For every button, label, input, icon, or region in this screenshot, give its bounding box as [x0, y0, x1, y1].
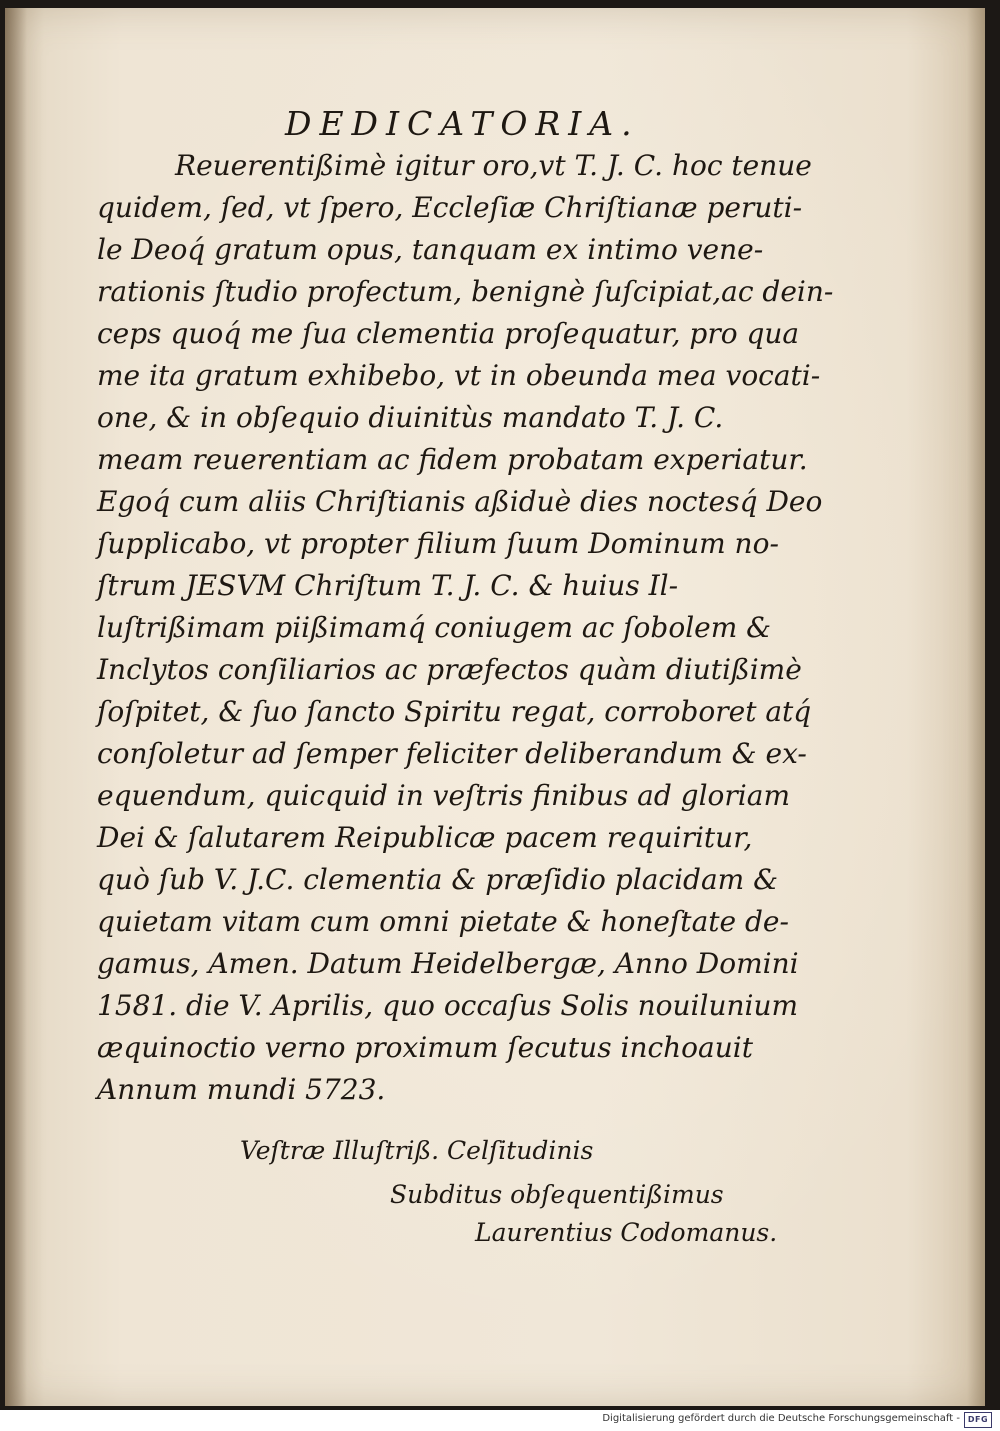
- body-line: Reuerentißimè igitur oro,vt T. J. C. hoc tenue: [175, 149, 812, 182]
- author-name: Laurentius Codomanus.: [475, 1218, 778, 1247]
- body-line: ceps quoq́ me ſua clementia proſequatur, pro qua: [97, 317, 800, 350]
- body-line: Egoq́ cum aliis Chriſtianis aßiduè dies noctesq́ Deo: [97, 485, 823, 518]
- body-line: ſtrum JESVM Chriſtum T. J. C. & huius Il-: [97, 569, 679, 602]
- body-line: le Deoq́ gratum opus, tanquam ex intimo vene-: [97, 233, 764, 266]
- body-line: quidem, ſed, vt ſpero, Eccleſiæ Chriſtianæ peruti-: [97, 191, 803, 224]
- body-line: luſtrißimam piißimamq́ coniugem ac ſobolem &: [97, 611, 772, 644]
- dfg-logo-icon[interactable]: DFG: [964, 1412, 992, 1428]
- book-page: [5, 8, 985, 1406]
- body-line: ſupplicabo, vt propter filium ſuum Dominum no-: [97, 527, 779, 560]
- body-line: rationis ſtudio profectum, benignè ſuſcipiat,ac dein-: [97, 275, 834, 308]
- body-line: Annum mundi 5723.: [97, 1073, 386, 1106]
- body-line: æquinoctio verno proximum ſecutus inchoauit: [97, 1031, 753, 1064]
- page-spine-shadow: [5, 8, 27, 1406]
- body-line: equendum, quicquid in veſtris finibus ad gloriam: [97, 779, 790, 812]
- closing-line: Subditus obſequentißimus: [390, 1180, 724, 1209]
- body-line: ſoſpitet, & ſuo ſancto Spiritu regat, corroboret atq́: [97, 695, 812, 728]
- running-title: DEDICATORIA.: [285, 104, 640, 143]
- body-line: 1581. die V. Aprilis, quo occaſus Solis nouilunium: [97, 989, 799, 1022]
- funding-credit: Digitalisierung gefördert durch die Deutsche Forschungsgemeinschaft -: [602, 1413, 960, 1424]
- body-line: one, & in obſequio diuinitùs mandato T. J. C.: [97, 401, 724, 434]
- closing-line: Veſtræ Illuſtriß. Celſitudinis: [240, 1136, 594, 1165]
- body-line: quò ſub V. J.C. clementia & præſidio placidam &: [97, 863, 779, 896]
- footer-bar: [0, 1410, 1000, 1431]
- body-line: gamus, Amen. Datum Heidelbergæ, Anno Domini: [97, 947, 799, 980]
- page-edge-shadow: [967, 8, 985, 1406]
- body-line: quietam vitam cum omni pietate & honeſtate de-: [97, 905, 789, 938]
- body-line: meam reuerentiam ac fidem probatam experiatur.: [97, 443, 808, 476]
- body-line: Dei & ſalutarem Reipublicæ pacem requiritur,: [97, 821, 753, 854]
- body-line: me ita gratum exhibebo, vt in obeunda mea vocati-: [97, 359, 821, 392]
- body-line: Inclytos conſiliarios ac præfectos quàm diutißimè: [97, 653, 802, 686]
- body-line: conſoletur ad ſemper feliciter deliberandum & ex-: [97, 737, 807, 770]
